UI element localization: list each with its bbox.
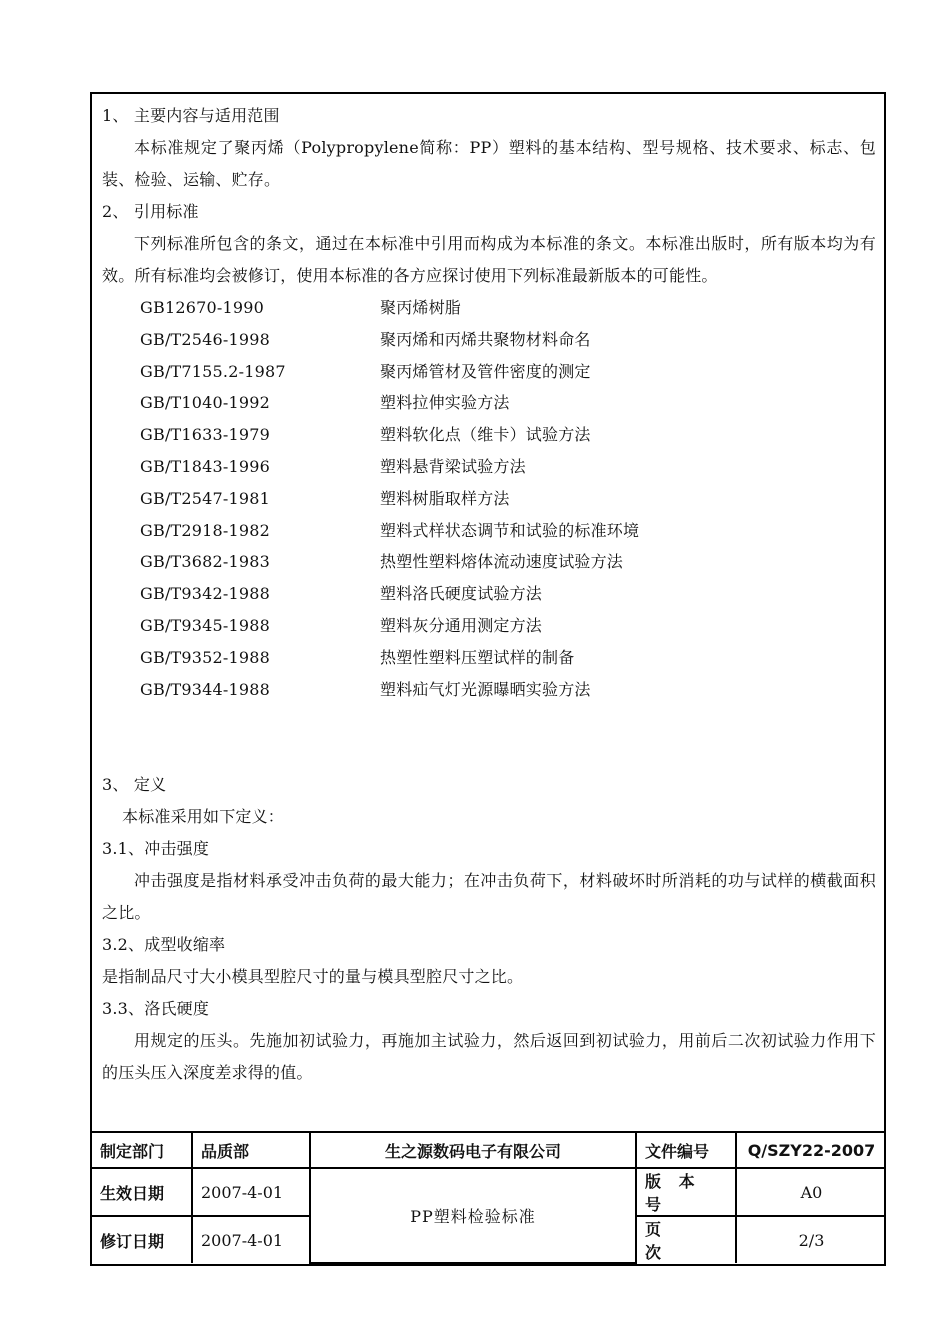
effective-date-value: 2007-4-01 (192, 1168, 310, 1216)
document-body (102, 100, 876, 1089)
section-3-1-heading: 3.1、冲击强度 (102, 839, 210, 859)
reference-item (102, 356, 876, 388)
dept-label: 制定部门 (92, 1132, 192, 1168)
reference-list (102, 292, 876, 705)
version-label: 版 本 号 (636, 1168, 736, 1216)
reference-name: 聚丙烯管材及管件密度的测定 (380, 361, 591, 381)
page-value: 2/3 (736, 1216, 886, 1263)
reference-code: GB12670-1990 (140, 298, 264, 317)
reference-item (102, 610, 876, 642)
document-frame (90, 92, 886, 1266)
section-3-2-heading: 3.2、成型收缩率 (102, 935, 226, 955)
revised-date-value: 2007-4-01 (192, 1216, 310, 1263)
reference-item (102, 292, 876, 324)
company-name: 生之源数码电子有限公司 (310, 1132, 636, 1168)
reference-name: 热塑性塑料压塑试样的制备 (380, 647, 575, 667)
document-title: PP塑料检验标准 (310, 1168, 636, 1263)
section-1-heading: 1、 主要内容与适用范围 (102, 106, 280, 125)
section-3-2-body: 是指制品尺寸大小模具型腔尺寸的量与模具型腔尺寸之比。 (102, 967, 524, 987)
section-3-1-body: 冲击强度是指材料承受冲击负荷的最大能力；在冲击负荷下，材料破坏时所消耗的功与试样的横截面积之比。 (102, 871, 876, 923)
reference-item (102, 387, 876, 419)
reference-code: GB/T9344-1988 (140, 679, 271, 699)
reference-name: 塑料疝气灯光源曝晒实验方法 (380, 679, 591, 699)
reference-item (102, 546, 876, 578)
reference-name: 塑料式样状态调节和试验的标准环境 (380, 520, 640, 540)
section-3-heading: 3、 定义 (102, 775, 167, 795)
reference-code: GB/T2547-1981 (140, 488, 271, 508)
reference-item (102, 483, 876, 515)
reference-name: 聚丙烯树脂 (380, 298, 462, 317)
reference-item (102, 451, 876, 483)
reference-item (102, 642, 876, 674)
reference-name: 塑料拉伸实验方法 (380, 393, 510, 413)
section-3-intro: 本标准采用如下定义： (122, 807, 285, 827)
doc-no-label: 文件编号 (636, 1132, 736, 1168)
reference-code: GB/T7155.2-1987 (140, 361, 286, 381)
reference-code: GB/T2546-1998 (140, 329, 271, 349)
reference-item (102, 674, 876, 706)
page-label: 页 次 (636, 1216, 736, 1263)
dept-value: 品质部 (192, 1132, 310, 1168)
effective-date-label: 生效日期 (92, 1168, 192, 1216)
reference-code: GB/T2918-1982 (140, 520, 271, 540)
reference-name: 塑料软化点（维卡）试验方法 (380, 425, 591, 445)
reference-code: GB/T9352-1988 (140, 647, 271, 667)
reference-code: GB/T1040-1992 (140, 393, 271, 413)
reference-item (102, 578, 876, 610)
reference-code: GB/T9342-1988 (140, 584, 271, 604)
reference-code: GB/T1633-1979 (140, 425, 271, 445)
section-3-3-heading: 3.3、洛氏硬度 (102, 999, 210, 1019)
version-value: A0 (736, 1168, 886, 1216)
reference-name: 塑料洛氏硬度试验方法 (380, 584, 543, 604)
section-2-heading: 2、 引用标准 (102, 202, 199, 221)
reference-code: GB/T3682-1983 (140, 552, 271, 572)
reference-name: 热塑性塑料熔体流动速度试验方法 (380, 552, 624, 572)
reference-item (102, 324, 876, 356)
doc-no-value: Q/SZY22-2007 (736, 1132, 886, 1168)
section-1-body: 本标准规定了聚丙烯（Polypropylene简称：PP）塑料的基本结构、型号规格、技术要求、标志、包装、检验、运输、贮存。 (102, 138, 876, 189)
reference-item (102, 515, 876, 547)
reference-name: 塑料悬背梁试验方法 (380, 456, 526, 476)
reference-code: GB/T1843-1996 (140, 456, 271, 476)
revised-date-label: 修订日期 (92, 1216, 192, 1263)
reference-code: GB/T9345-1988 (140, 615, 271, 635)
reference-name: 聚丙烯和丙烯共聚物材料命名 (380, 329, 591, 349)
section-3-3-body: 用规定的压头。先施加初试验力，再施加主试验力，然后返回到初试验力，用前后二次初试验力作用下的压头压入深度差求得的值。 (102, 1031, 876, 1083)
reference-name: 塑料灰分通用测定方法 (380, 615, 543, 635)
blank-space (102, 705, 876, 769)
section-2-body: 下列标准所包含的条文，通过在本标准中引用而构成为本标准的条文。本标准出版时，所有版本均为有效。所有标准均会被修订，使用本标准的各方应探讨使用下列标准最新版本的可能性。 (102, 234, 876, 285)
reference-item (102, 419, 876, 451)
reference-name: 塑料树脂取样方法 (380, 488, 510, 508)
document-footer-table (92, 1131, 886, 1264)
